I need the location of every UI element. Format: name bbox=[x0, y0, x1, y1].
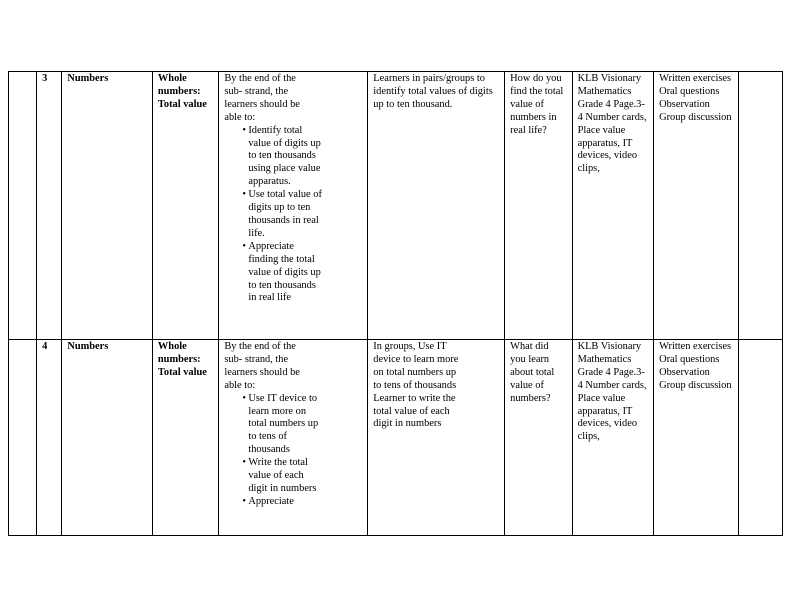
learning-resources-cell: KLB Visionary Mathematics Grade 4 Page.3-4 Number cards, Place value apparatus, IT devices, video clips, bbox=[572, 72, 654, 340]
outcomes-list bbox=[224, 393, 362, 509]
strand-cell: Numbers bbox=[62, 340, 153, 536]
lesson-cell bbox=[9, 340, 37, 536]
learning-experiences-cell bbox=[368, 340, 505, 536]
learning-resources-cell: KLB Visionary Mathematics Grade 4 Page.3-4 Number cards, Place value apparatus, IT devices, video clips, bbox=[572, 340, 654, 536]
outcomes-intro: By the end of the sub- strand, the learners should be able to: bbox=[224, 73, 300, 123]
scheme-of-work-table bbox=[8, 71, 783, 536]
list-item: • Identify total value of digits up to ten thousands using place value apparatus. bbox=[242, 125, 324, 190]
outcomes-intro: By the end of the sub- strand, the learners should be able to: bbox=[224, 341, 300, 391]
key-inquiry-cell: How do you find the total value of numbers in real life? bbox=[505, 72, 572, 340]
learning-experiences-cell: Learners in pairs/groups to identify total values of digits up to ten thousand. bbox=[368, 72, 505, 340]
learning-outcomes-cell bbox=[219, 340, 368, 536]
assessment-item: Oral questions bbox=[659, 353, 720, 365]
learning-outcomes-cell bbox=[219, 72, 368, 340]
key-inquiry-cell: What did you learn about total value of numbers? bbox=[505, 340, 572, 536]
list-item: • Appreciate finding the total value of digits up to ten thousands in real life bbox=[242, 241, 324, 306]
list-item: • Use IT device to learn more on total numbers up to tens of thousands bbox=[242, 393, 324, 458]
sub-strand-cell: Whole numbers: Total value bbox=[152, 72, 218, 340]
table-row bbox=[9, 340, 783, 536]
week-cell: 3 bbox=[37, 72, 62, 340]
list-item: • Appreciate bbox=[242, 496, 324, 509]
assessment-item: Group discussion bbox=[659, 111, 732, 123]
reflection-cell bbox=[738, 340, 782, 536]
assessment-item: Oral questions bbox=[659, 85, 720, 97]
list-item: • Write the total value of each digit in numbers bbox=[242, 457, 324, 496]
table-row bbox=[9, 72, 783, 340]
outcomes-list bbox=[224, 125, 362, 306]
assessment-cell bbox=[654, 340, 739, 536]
list-item: • Use total value of digits up to ten thousands in real life. bbox=[242, 189, 328, 241]
assessment-item: Observation bbox=[659, 366, 710, 378]
sub-strand-cell: Whole numbers: Total value bbox=[152, 340, 218, 536]
assessment-item: Written exercises bbox=[659, 73, 732, 84]
strand-cell: Numbers bbox=[62, 72, 153, 340]
assessment-cell bbox=[654, 72, 739, 340]
assessment-item: Observation bbox=[659, 98, 710, 110]
reflection-cell bbox=[738, 72, 782, 340]
week-cell: 4 bbox=[37, 340, 62, 536]
lesson-cell bbox=[9, 72, 37, 340]
assessment-item: Group discussion bbox=[659, 379, 732, 391]
experiences-text: In groups, Use IT device to learn more on total numbers up to tens of thousands Learner to write the total value of each digit in numbers bbox=[373, 341, 459, 430]
assessment-item: Written exercises bbox=[659, 341, 732, 352]
